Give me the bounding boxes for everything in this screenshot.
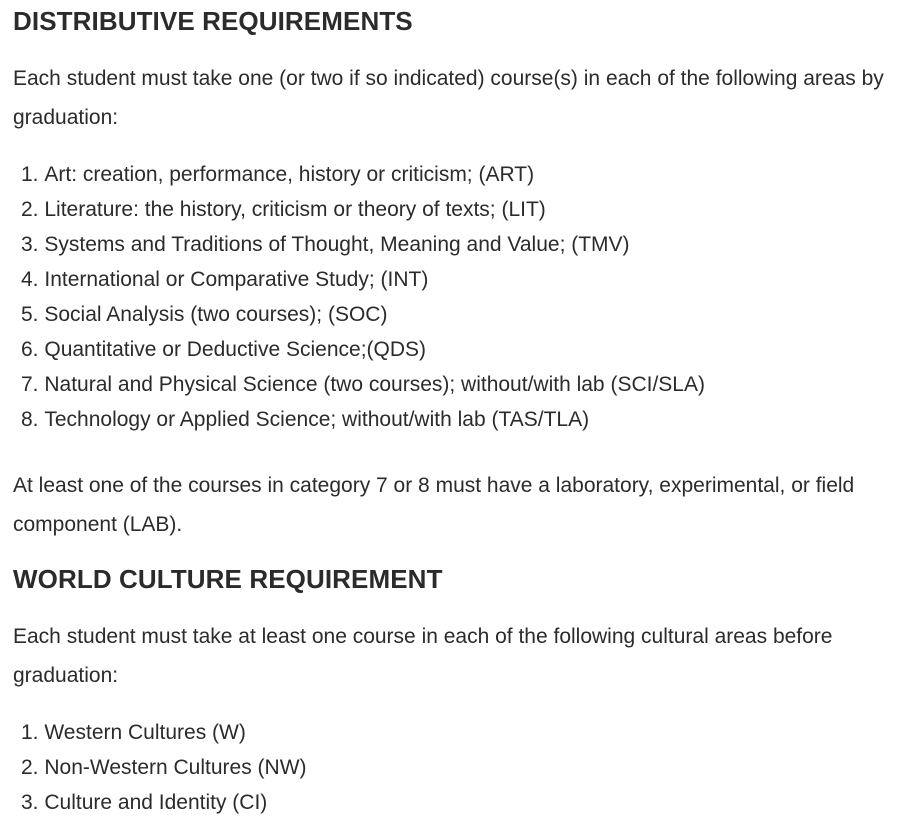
list-item: 2. Non-Western Cultures (NW) [21,756,307,779]
list-item-text: Quantitative or Deductive Science;(QDS) [44,338,427,361]
distributive-requirements-heading: DISTRIBUTIVE REQUIREMENTS [13,6,413,36]
lab-component-note: At least one of the courses in category 7 or 8 must have a laboratory, experimental, or field component (LAB). [13,474,855,536]
world-culture-intro-text: Each student must take at least one course in each of the following cultural areas before graduation: [13,625,833,687]
distributive-intro-text: Each student must take one (or two if so indicated) course(s) in each of the following areas by graduation: [13,67,884,129]
list-item: 1. Western Cultures (W) [21,721,246,744]
list-item: 4. International or Comparative Study; (INT) [21,268,429,291]
list-item-text: Natural and Physical Science (two courses); without/with lab (SCI/SLA) [44,373,705,396]
list-item: 5. Social Analysis (two courses); (SOC) [21,303,388,326]
list-item: 2. Literature: the history, criticism or theory of texts; (LIT) [21,198,546,221]
list-item: 8. Technology or Applied Science; without/with lab (TAS/TLA) [21,408,590,431]
list-item-text: Technology or Applied Science; without/with lab (TAS/TLA) [44,408,590,431]
list-item: 1. Art: creation, performance, history or criticism; (ART) [21,163,535,186]
list-item-text: Non-Western Cultures (NW) [44,756,307,779]
list-item-text: Art: creation, performance, history or criticism; (ART) [44,163,535,186]
list-item-text: Literature: the history, criticism or theory of texts; (LIT) [44,198,546,221]
list-item: 3. Culture and Identity (CI) [21,791,268,814]
world-culture-requirement-heading: WORLD CULTURE REQUIREMENT [13,564,443,594]
distributive-areas-list [13,157,903,437]
list-item: 3. Systems and Traditions of Thought, Meaning and Value; (TMV) [21,233,630,256]
list-item-text: International or Comparative Study; (INT) [44,268,429,291]
list-item-text: Systems and Traditions of Thought, Meaning and Value; (TMV) [44,233,630,256]
list-item-text: Social Analysis (two courses); (SOC) [44,303,388,326]
list-item-text: Culture and Identity (CI) [44,791,268,814]
list-item: 7. Natural and Physical Science (two courses); without/with lab (SCI/SLA) [21,373,705,396]
world-culture-areas-list [13,715,903,820]
list-item: 6. Quantitative or Deductive Science;(QDS) [21,338,427,361]
list-item-text: Western Cultures (W) [44,721,246,744]
